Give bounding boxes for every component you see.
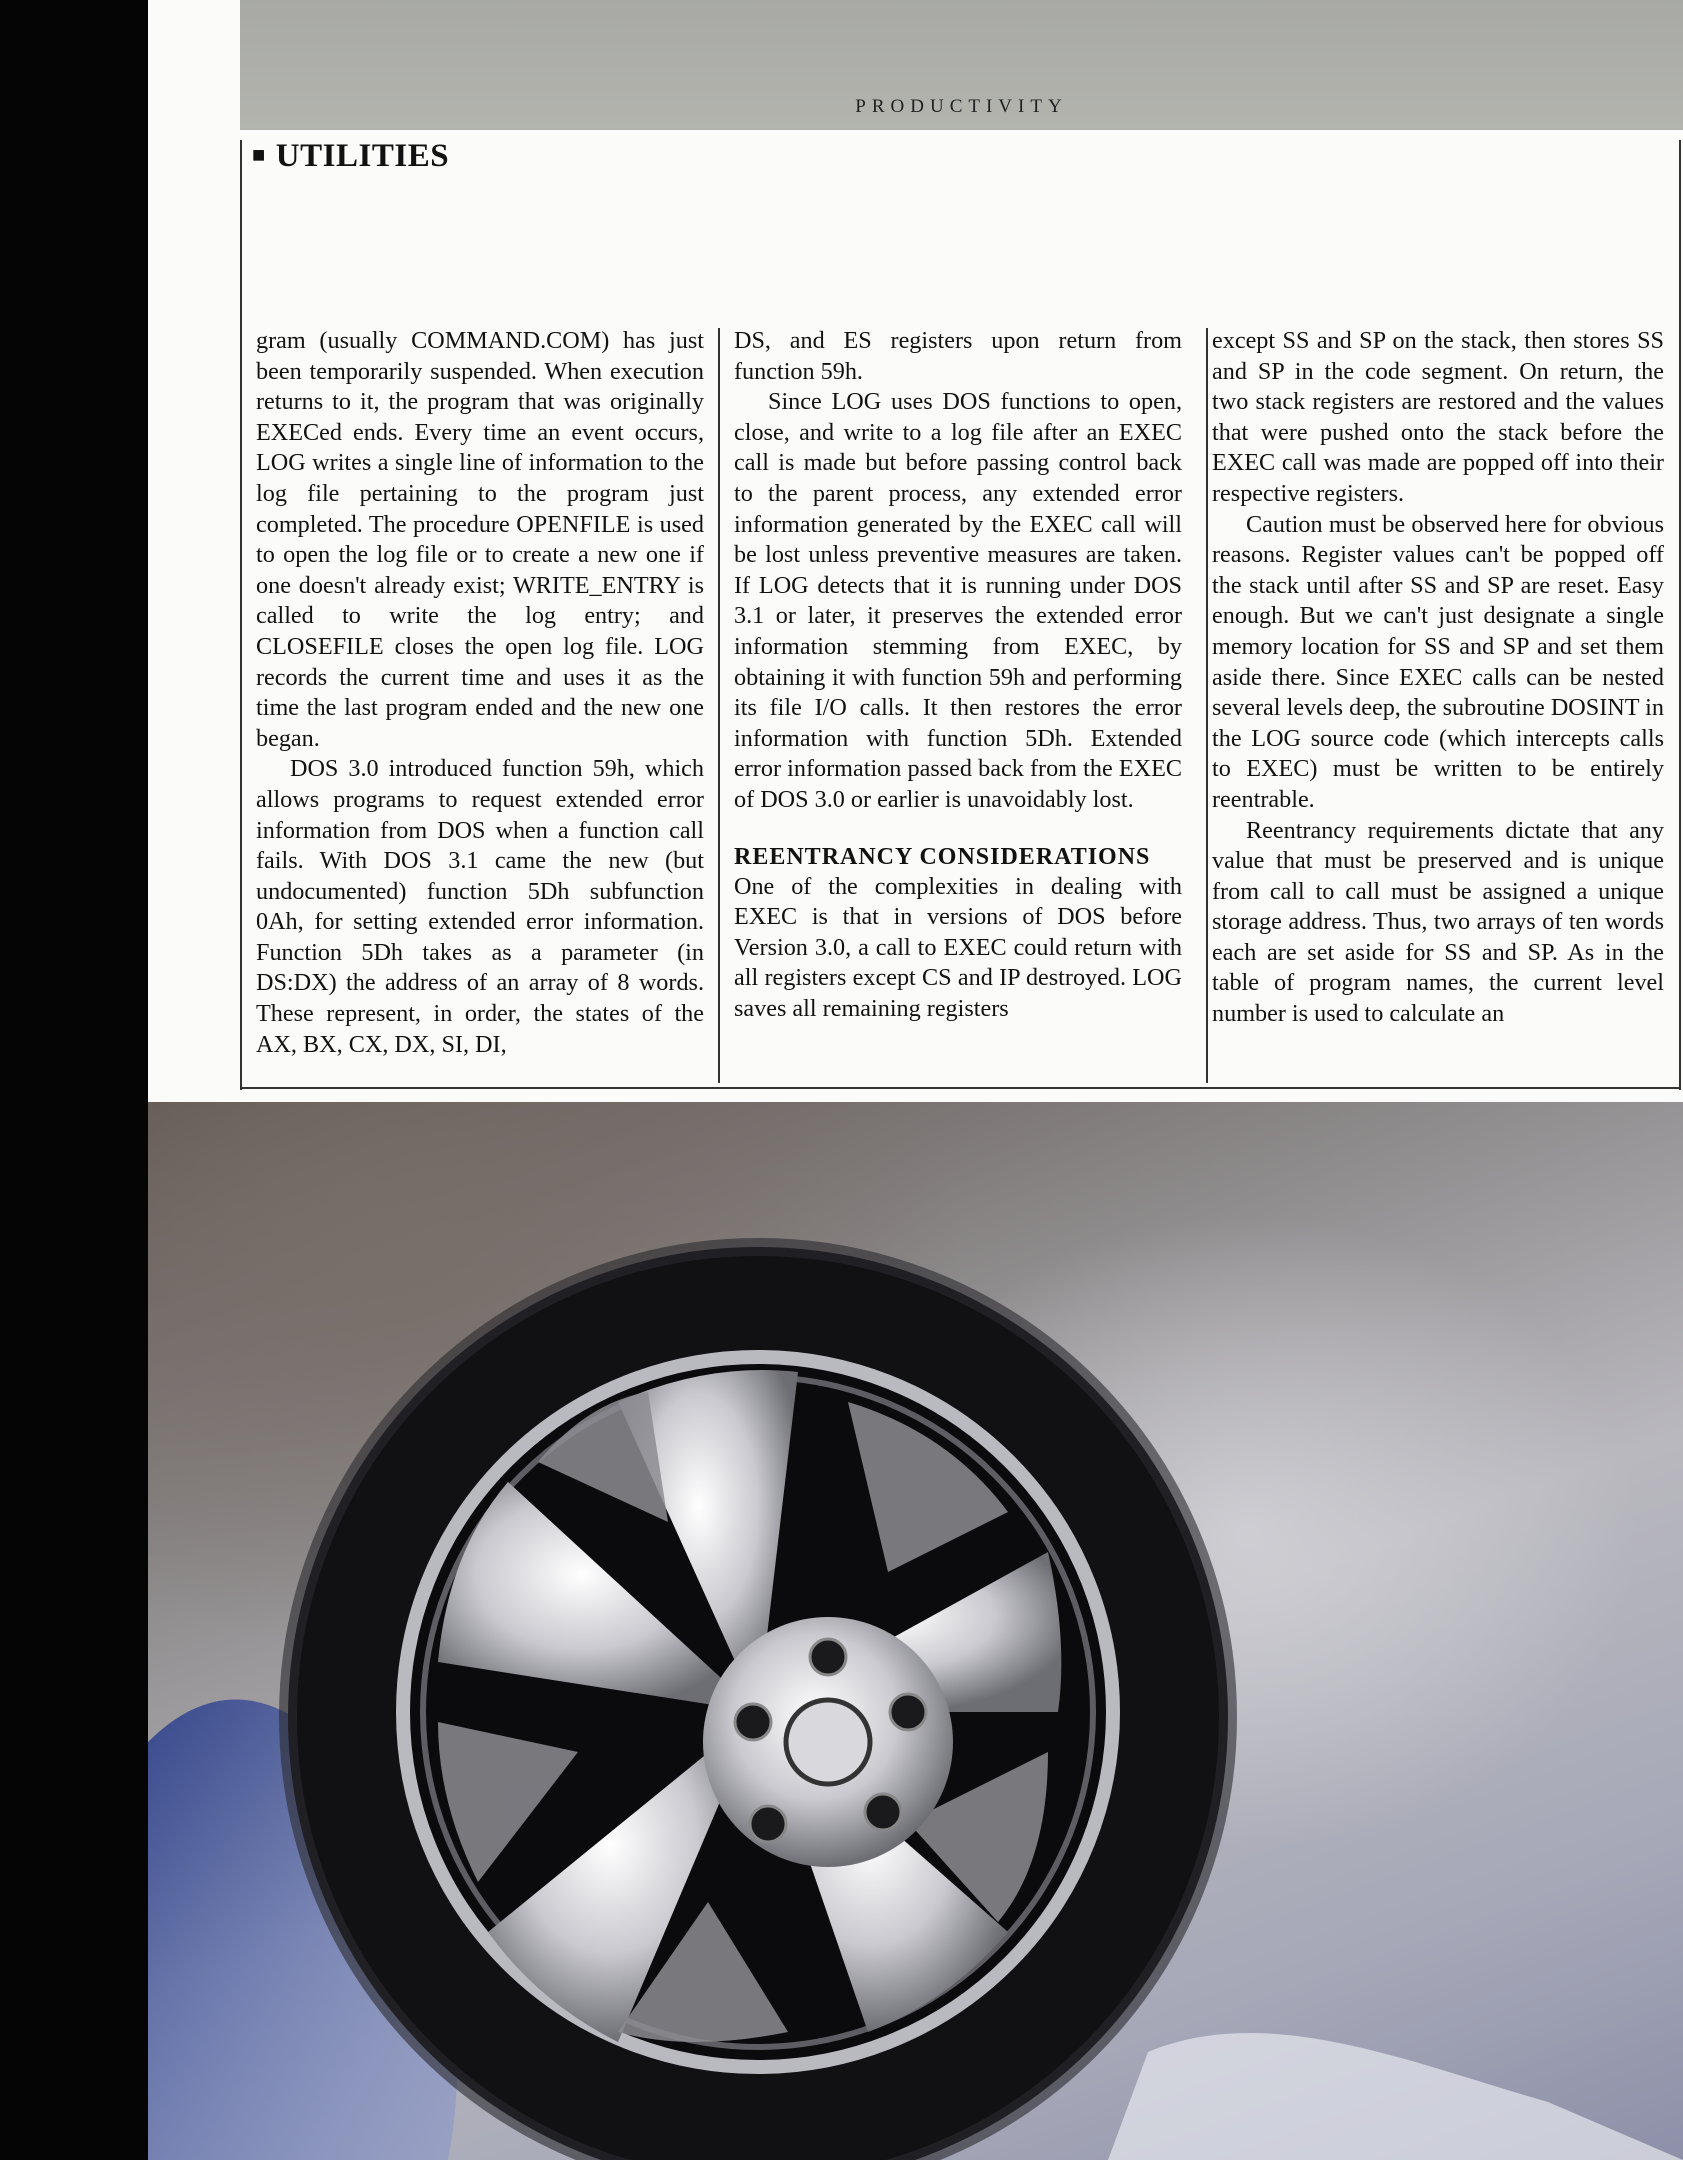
- square-bullet-icon: ■: [252, 142, 266, 167]
- text-column-2: [734, 326, 1182, 1024]
- frame-rule-left: [240, 140, 242, 1090]
- wheel-photo: [148, 1102, 1683, 2160]
- frame-rule-right: [1679, 140, 1681, 1090]
- section-header: [252, 138, 449, 175]
- mist: [1108, 2033, 1683, 2160]
- paragraph: Since LOG uses DOS functions to open, close, and write to a log file after an EXEC call is made but before passing control back to the parent process, any extended error information generated by the EXEC call will be lost unless preventive measures are taken. If LOG detects that it is running under DOS 3.1 or later, it preserves the extended error information stemming from EXEC, by obtaining it with function 59h and performing its file I/O calls. It then restores the error information with function 5Dh. Extended error information passed back from the EXEC of DOS 3.0 or earlier is unavoidably lost.: [734, 388, 1182, 813]
- center-cap: [786, 1700, 870, 1784]
- top-banner: [240, 0, 1683, 130]
- subheading: REENTRANCY CONSIDERATIONS: [734, 843, 1151, 870]
- paragraph: gram (usually COMMAND.COM) has just been temporarily suspended. When execution returns to it, the program that was originally EXECed ends. Every time an event occurs, LOG writes a single line of information to the log file pertaining to the program just completed. The procedure OPENFILE is used to open the log file or to create a new one if one doesn't already exist; WRITE_ENTRY is called to write the log entry; and CLOSEFILE closes the open log file. LOG records the current time and uses it as the time the last program ended and the new one began.: [256, 327, 704, 752]
- magazine-page: [148, 0, 1683, 1102]
- text-column-1: [256, 326, 704, 1060]
- text-column-3: [1212, 326, 1664, 1030]
- column-divider: [1206, 328, 1208, 1083]
- paragraph: DOS 3.0 introduced function 59h, which allows programs to request extended error information from DOS when a function call fails. With DOS 3.1 came the new (but undocumented) function 5Dh subfunction 0Ah, for setting extended error information. Function 5Dh takes as a parameter (in DS:DX) the address of an array of 8 words. These represent, in order, the states of the AX, BX, CX, DX, SI, DI,: [256, 755, 704, 1058]
- wheel-illustration: [148, 1102, 1683, 2160]
- paragraph: DS, and ES registers upon return from function 59h.: [734, 327, 1182, 385]
- paragraph: One of the complexities in dealing with EXEC is that in versions of DOS before Version 3.0, a call to EXEC could return with all registers except CS and IP destroyed. LOG saves all remaining registers: [734, 872, 1182, 1022]
- paragraph: Reentrancy requirements dictate that any value that must be preserved and is unique from call to call must be assigned a unique storage address. Thus, two arrays of ten words each are set aside for SS and SP. As in the table of program names, the current level number is used to calculate an: [1212, 816, 1664, 1028]
- frame-rule-bottom: [240, 1087, 1681, 1089]
- section-label: PRODUCTIVITY: [855, 96, 1068, 117]
- paragraph: Caution must be observed here for obvious reasons. Register values can't be popped off the stack until after SS and SP are reset. Easy enough. But we can't just designate a single memory location for SS and SP and set them aside there. Since EXEC calls can be nested several levels deep, the subroutine DOSINT in the LOG source code (which intercepts calls to EXEC) must be written to be entirely reentrable.: [1212, 510, 1664, 813]
- paragraph: except SS and SP on the stack, then stores SS and SP in the code segment. On return, the two stack registers are restored and the values that were pushed onto the stack before the EXEC call was made are popped off into their respective registers.: [1212, 327, 1664, 507]
- section-title: UTILITIES: [275, 138, 450, 174]
- column-divider: [718, 328, 720, 1083]
